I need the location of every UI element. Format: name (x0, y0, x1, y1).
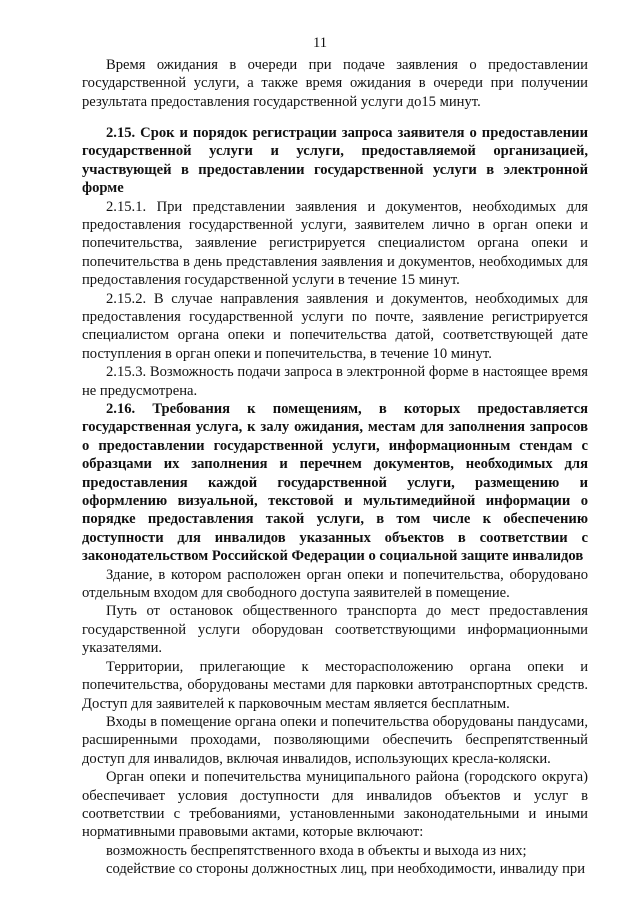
paragraph: Путь от остановок общественного транспорта до мест предоставления государственной услуги оборудован соответствующими информационными указателями. (82, 603, 588, 657)
section-heading: 2.15. Срок и порядок регистрации запроса заявителя о предоставлении государственной услуги и услуги, предоставляемой организацией, участвующей в предоставлении государственной услуги в электронной форме (82, 125, 588, 197)
paragraph: содействие со стороны должностных лиц, при необходимости, инвалиду при (106, 861, 585, 878)
page-number: 11 (312, 35, 328, 51)
intro-paragraph: Время ожидания в очереди при подаче заявления о предоставлении государственной услуги, а также время ожидания в очереди при получении результата предоставления государственной услуги до15 минут. (82, 57, 588, 110)
paragraph: 2.15.3. Возможность подачи запроса в электронной форме в настоящее время не предусмотрена. (82, 364, 588, 399)
paragraph: Здание, в котором расположен орган опеки и попечительства, оборудовано отдельным входом для свободного доступа заявителей в помещение. (82, 566, 588, 602)
intro-block (82, 56, 588, 111)
paragraph: возможность беспрепятственного входа в объекты и выхода из них; (106, 842, 527, 859)
paragraph: Орган опеки и попечительства муниципального района (городского округа) обеспечивает условия доступности для инвалидов объектов и услуг в соответствии с требованиями, установленными законодательными и иными нормативными правовыми актами, которые включают: (82, 769, 588, 841)
paragraph: Входы в помещение органа опеки и попечительства оборудованы пандусами, расширенными проходами, позволяющими обеспечить беспрепятственный доступ для инвалидов, включая инвалидов, использующих кресла-коляски. (82, 713, 588, 767)
section-2-15 (82, 124, 588, 400)
paragraph: Территории, прилегающие к месторасположению органа опеки и попечительства, оборудованы местами для парковки автотранспортных средств. Доступ для заявителей к парковочным местам является бесплатным. (82, 658, 588, 712)
paragraph: 2.15.2. В случае направления заявления и документов, необходимых для предоставления государственной услуги по почте, заявление регистрируется специалистом органа опеки и попечительства датой, соответствующей дате поступления в орган опеки и попечительства, в течение 10 минут. (82, 290, 588, 362)
section-heading: 2.16. Требования к помещениям, в которых предоставляется государственная услуга, к залу ожидания, местам для заполнения запросов о предоставлении государственной услуги, информационным стендам с образцами их заполнения и перечнем документов, необходимых для предоставления каждой государственной услуги, размещению и оформлению визуальной, текстовой и мультимедийной информации о порядке предоставления такой услуги, в том числе к обеспечению доступности для инвалидов указанных объектов в соответствии с законодательством Российской Федерации о социальной защите инвалидов (82, 401, 588, 565)
paragraph: 2.15.1. При представлении заявления и документов, необходимых для предоставления государственной услуги, заявителем лично в орган опеки и попечительства, заявление регистрируется специалистом органа опеки и попечительства в день представления заявления и документов, необходимых для предоставления государственной услуги в течение 15 минут. (82, 198, 588, 289)
section-2-16 (82, 400, 588, 879)
